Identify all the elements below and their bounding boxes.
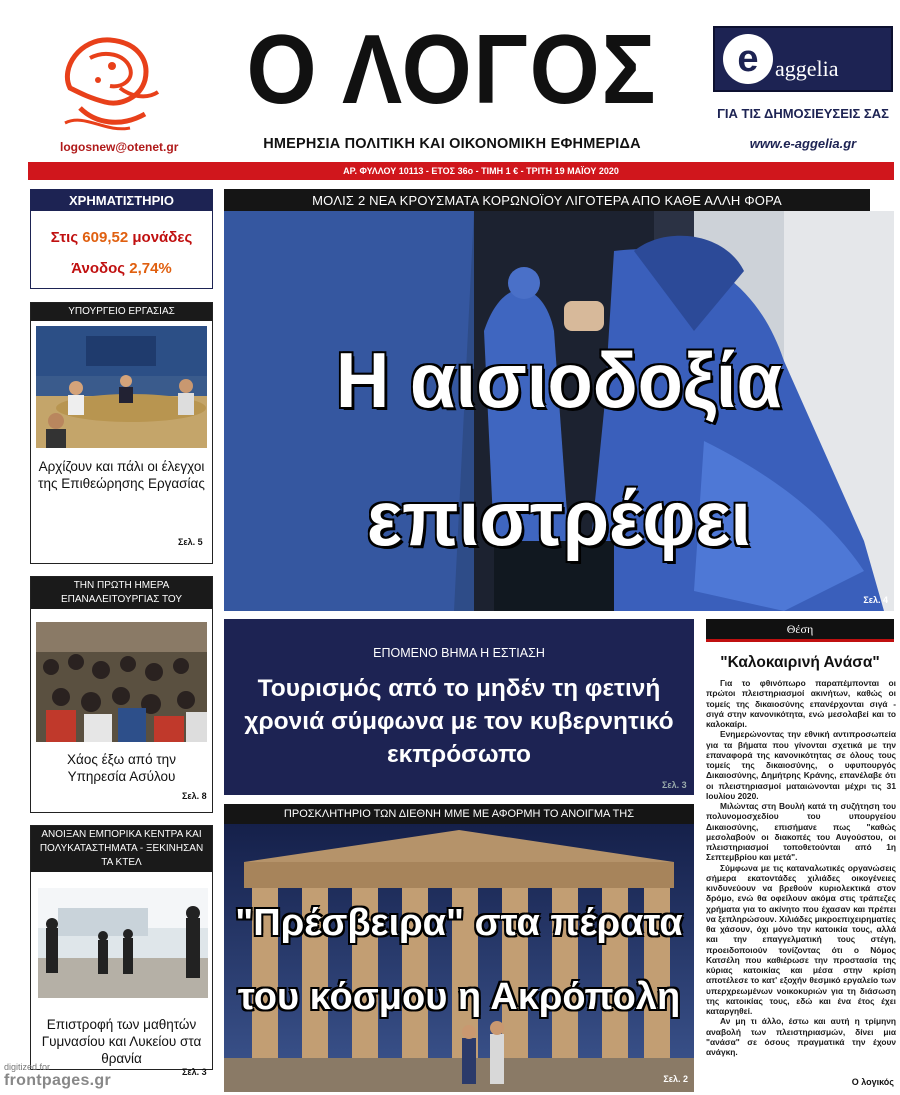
page-reference: Σελ. 5 (178, 537, 203, 547)
watermark-caption: digitized for (4, 1062, 51, 1072)
ad-tagline: ΓΙΑ ΤΙΣ ΔΗΜΟΣΙΕΥΣΕΙΣ ΣΑΣ (717, 106, 889, 121)
opinion-paragraph: Αν μη τι άλλο, έστω και αυτή η τρίμηνη αναβολή των πλειστηριασμών, δίνει μια "ανάσα" σε όσους πραγματικά την έχουν ανάγκη. (706, 1016, 896, 1057)
story-kicker: ΥΠΟΥΡΓΕΙΟ ΕΡΓΑΣΙΑΣ (31, 303, 212, 321)
hero-headline-line2: επιστρέφει (366, 474, 752, 562)
watermark-site[interactable]: frontpages.gr (4, 1072, 112, 1089)
page-reference: Σελ. 2 (663, 1074, 688, 1084)
opinion-signature: Ο λογικός (851, 1077, 894, 1087)
hero-headline-line1: Η αισιοδοξία (335, 336, 783, 424)
stock-index-value: 609,52 (82, 229, 129, 246)
story-headline[interactable]: Χάος έξω από την Υπηρεσία Ασύλου (67, 752, 176, 784)
eaggelia-wordmark: aggelia (775, 56, 839, 81)
issue-info-bar (28, 162, 894, 180)
hero-story[interactable] (224, 211, 894, 611)
newspaper-subtitle: ΗΜΕΡΗΣΙΑ ΠΟΛΙΤΙΚΗ ΚΑΙ ΟΙΚΟΝΟΜΙΚΗ ΕΦΗΜΕΡΙΔΑ (263, 136, 641, 152)
stock-change-value: 2,74% (129, 260, 172, 277)
acropolis-banner: ΠΡΟΣΚΛΗΤΗΡΙΟ ΤΩΝ ΔΙΕΘΝΗ ΜΜΕ ΜΕ ΑΦΟΡΜΗ ΤΟ ΑΝΟΙΓΜΑ ΤΗΣ (224, 804, 694, 824)
acropolis-story[interactable] (224, 824, 694, 1092)
opinion-paragraph: Ενημερώνοντας την εθνική αντιπροσωπεία για τα βήματα που γίνονται σχετικά με την επαναφορά της κανονικότητας σε όλους τους τομείς της δικαιοσύνης, ο υφυπουργός Δικαιοσύνης, Δημήτρης Κράνης, επανέλαβε ότι οι πλειστηριασμοί ματαιώνονται μέχρι τις 31 Ιουλίου 2020. (706, 729, 896, 801)
opinion-paragraph: Σύμφωνα με τις καταναλωτικές οργανώσεις σήμερα εκατοντάδες χιλιάδες οικογένειες κινδυνεύουν να βρεθούν κυριολεκτικά στον δρόμο, ενώ θα οφείλουν ακόμα στις τράπεζες χρήματα για το ακίνητο που έχασαν και πρέπει να ξεπληρώσουν. Χιλιάδες μικροεπιχειρηματίες θα χάσουν, όχι μόνο την κατοικία τους, αλλά και την επαγγελματική τους στέγη, προειδοποιούν τονίζοντας ότι ο Νόμος Κατσέλη που καθιέρωσε την προστασία της κύριας κατοικίας και μέσα στην κρίση αποτέλεσε το κατ' εξοχήν θεσμικό εργαλείο των υπερχρεωμένων νοικοκυριών για τη διάσωση της κατοικίας τους, εδώ και ένα έτος έχει καταργηθεί. (706, 862, 896, 1016)
eaggelia-logo[interactable] (713, 26, 893, 92)
story-kicker: ΤΗΝ ΠΡΩΤΗ ΗΜΕΡΑ ΕΠΑΝΑΛΕΙΤΟΥΡΓΙΑΣ ΤΟΥ (31, 577, 212, 609)
acropolis-headline-line2: του κόσμου η Ακρόπολη (237, 976, 681, 1018)
parthenon-photo (224, 824, 694, 1092)
story-kicker: ΑΝΟΙΞΑΝ ΕΜΠΟΡΙΚΑ ΚΕΝΤΡΑ ΚΑΙ ΠΟΛΥΚΑΤΑΣΤΗΜΑΤΑ - ΞΕΚΙΝΗΣΑΝ ΤΑ ΚΤΕΛ (31, 826, 212, 872)
newspaper-title: Ο ΛΟΓΟΣ (246, 14, 658, 124)
opinion-body (706, 678, 896, 1057)
opinion-title[interactable]: "Καλοκαιρινή Ανάσα" (720, 654, 880, 671)
stock-change-line: Άνοδος 2,74% (71, 260, 172, 277)
acropolis-headline-line1: "Πρέσβειρα" στα πέρατα (235, 902, 683, 944)
tourism-kicker: ΕΠΟΜΕΝΟ ΒΗΜΑ Η ΕΣΤΙΑΣΗ (373, 646, 545, 660)
opinion-label: Θέση (706, 619, 894, 639)
asylum-service-crowd-photo (36, 622, 207, 742)
stock-index-line: Στις 609,52 μονάδες (50, 229, 193, 246)
page-reference: Σελ. 4 (863, 595, 888, 605)
issue-line: ΑΡ. ΦΥΛΛΟΥ 10113 - ΕΤΟΣ 36ο - ΤΙΜΗ 1 € - ΤΡΙΤΗ 19 ΜΑΪΟΥ 2020 (343, 166, 619, 176)
page-reference: Σελ. 3 (182, 1067, 207, 1077)
labour-ministry-meeting-photo (36, 326, 207, 448)
page-reference: Σελ. 8 (182, 791, 207, 801)
story-headline[interactable]: Αρχίζουν και πάλι οι έλεγχοι της Επιθεώρησης Εργασίας (38, 459, 205, 491)
tourism-headline[interactable]: Τουρισμός από το μηδέν τη φετινή χρονιά σύμφωνα με τον κυβερνητικό εκπρόσωπο (244, 675, 674, 768)
e-letter-icon: e (723, 34, 773, 84)
story-headline[interactable]: Επιστροφή των μαθητών Γυμνασίου και Λυκείου στα θρανία (41, 1017, 202, 1066)
newspaper-logo-illustration (50, 28, 170, 138)
stock-section-title: ΧΡΗΜΑΤΙΣΤΗΡΙΟ (30, 189, 213, 211)
faces-icon (50, 28, 170, 138)
students-return-photo (38, 888, 208, 998)
opinion-divider (706, 639, 894, 642)
ad-url[interactable]: www.e-aggelia.gr (749, 136, 857, 151)
opinion-paragraph: Μιλώντας στη Βουλή κατά τη συζήτηση του πολυνομοσχεδίου του υπουργείου Δικαιοσύνης, επισήμανε πως "καθώς μεσολαβούν οι διακοπές του Αυγούστου, οι πλειστηριασμοί τοποθετούνται από 1η Σεπτεμβρίου και μετά". (706, 801, 896, 863)
hero-banner: ΜΟΛΙΣ 2 ΝΕΑ ΚΡΟΥΣΜΑΤΑ ΚΟΡΩΝΟΪΟΥ ΛΙΓΟΤΕΡΑ ΑΠΟ ΚΑΘΕ ΑΛΛΗ ΦΟΡΑ (224, 189, 870, 211)
opinion-paragraph: Για το φθινόπωρο παραπέμπονται οι πρώτοι πλειστηριασμοί ακινήτων, καθώς οι τομείς της δικαιοσύνης επανέρχονται σιγά - σιγά στην κανονικότητα, ενώ μεσολαβεί και το καλοκαίρι. (706, 678, 896, 729)
page-reference: Σελ. 3 (662, 780, 687, 790)
contact-email[interactable]: logosnew@otenet.gr (60, 140, 179, 154)
stock-box (30, 211, 213, 289)
